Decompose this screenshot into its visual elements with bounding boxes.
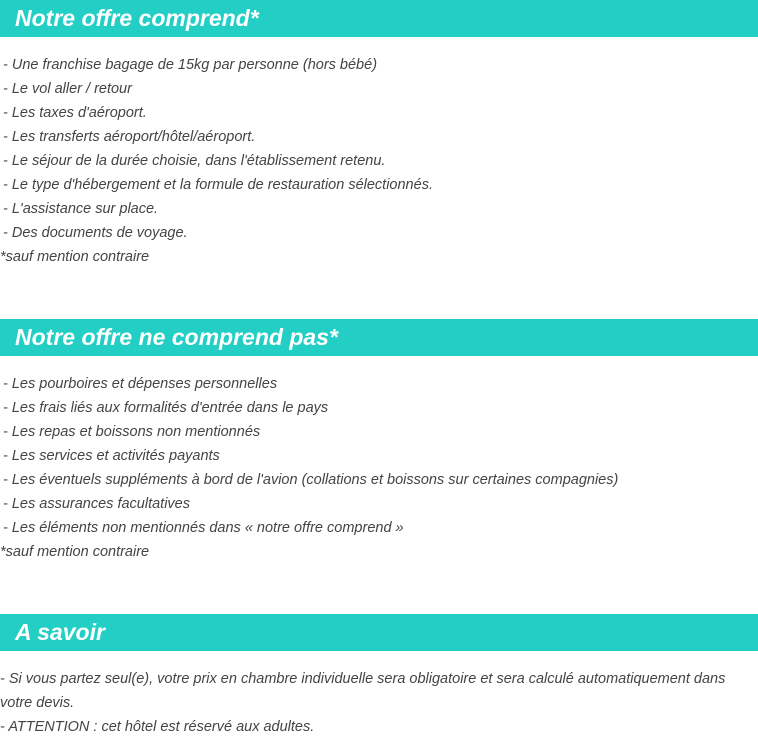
list-item: - Les assurances facultatives — [3, 496, 190, 512]
list-item: - Les pourboires et dépenses personnelles — [3, 376, 278, 392]
info-title: A savoir — [0, 614, 758, 651]
list-item: - Le type d'hébergement et la formule de restauration sélectionnés. — [3, 177, 433, 193]
excludes-list — [0, 372, 758, 540]
list-item: - Les repas et boissons non mentionnés — [3, 424, 261, 440]
info-section — [0, 614, 758, 739]
list-item: - Les services et activités payants — [3, 448, 220, 464]
includes-footnote: *sauf mention contraire — [0, 249, 150, 265]
info-paragraph: - Si vous partez seul(e), votre prix en chambre individuelle sera obligatoire et sera calculé automatiquement dans votre devis. — [0, 671, 726, 711]
list-item: - Une franchise bagage de 15kg par personne (hors bébé) — [3, 57, 378, 73]
list-item: - Le vol aller / retour — [3, 81, 132, 97]
includes-section — [0, 0, 758, 269]
list-item: - Les éventuels suppléments à bord de l'avion (collations et boissons sur certaines compagnies) — [3, 472, 619, 488]
info-paragraph: - ATTENTION : cet hôtel est réservé aux adultes. — [0, 719, 315, 735]
excludes-title: Notre offre ne comprend pas* — [0, 319, 758, 356]
excludes-section — [0, 319, 758, 564]
list-item: - Les transferts aéroport/hôtel/aéroport. — [3, 129, 256, 145]
info-body — [0, 667, 758, 739]
includes-list — [0, 53, 758, 245]
list-item: - Les éléments non mentionnés dans « notre offre comprend » — [3, 520, 404, 536]
list-item: - L'assistance sur place. — [3, 201, 159, 217]
list-item: - Les taxes d'aéroport. — [3, 105, 147, 121]
list-item: - Les frais liés aux formalités d'entrée dans le pays — [3, 400, 329, 416]
list-item: - Le séjour de la durée choisie, dans l'établissement retenu. — [3, 153, 386, 169]
list-item: - Des documents de voyage. — [3, 225, 188, 241]
includes-title: Notre offre comprend* — [0, 0, 758, 37]
excludes-footnote: *sauf mention contraire — [0, 544, 150, 560]
